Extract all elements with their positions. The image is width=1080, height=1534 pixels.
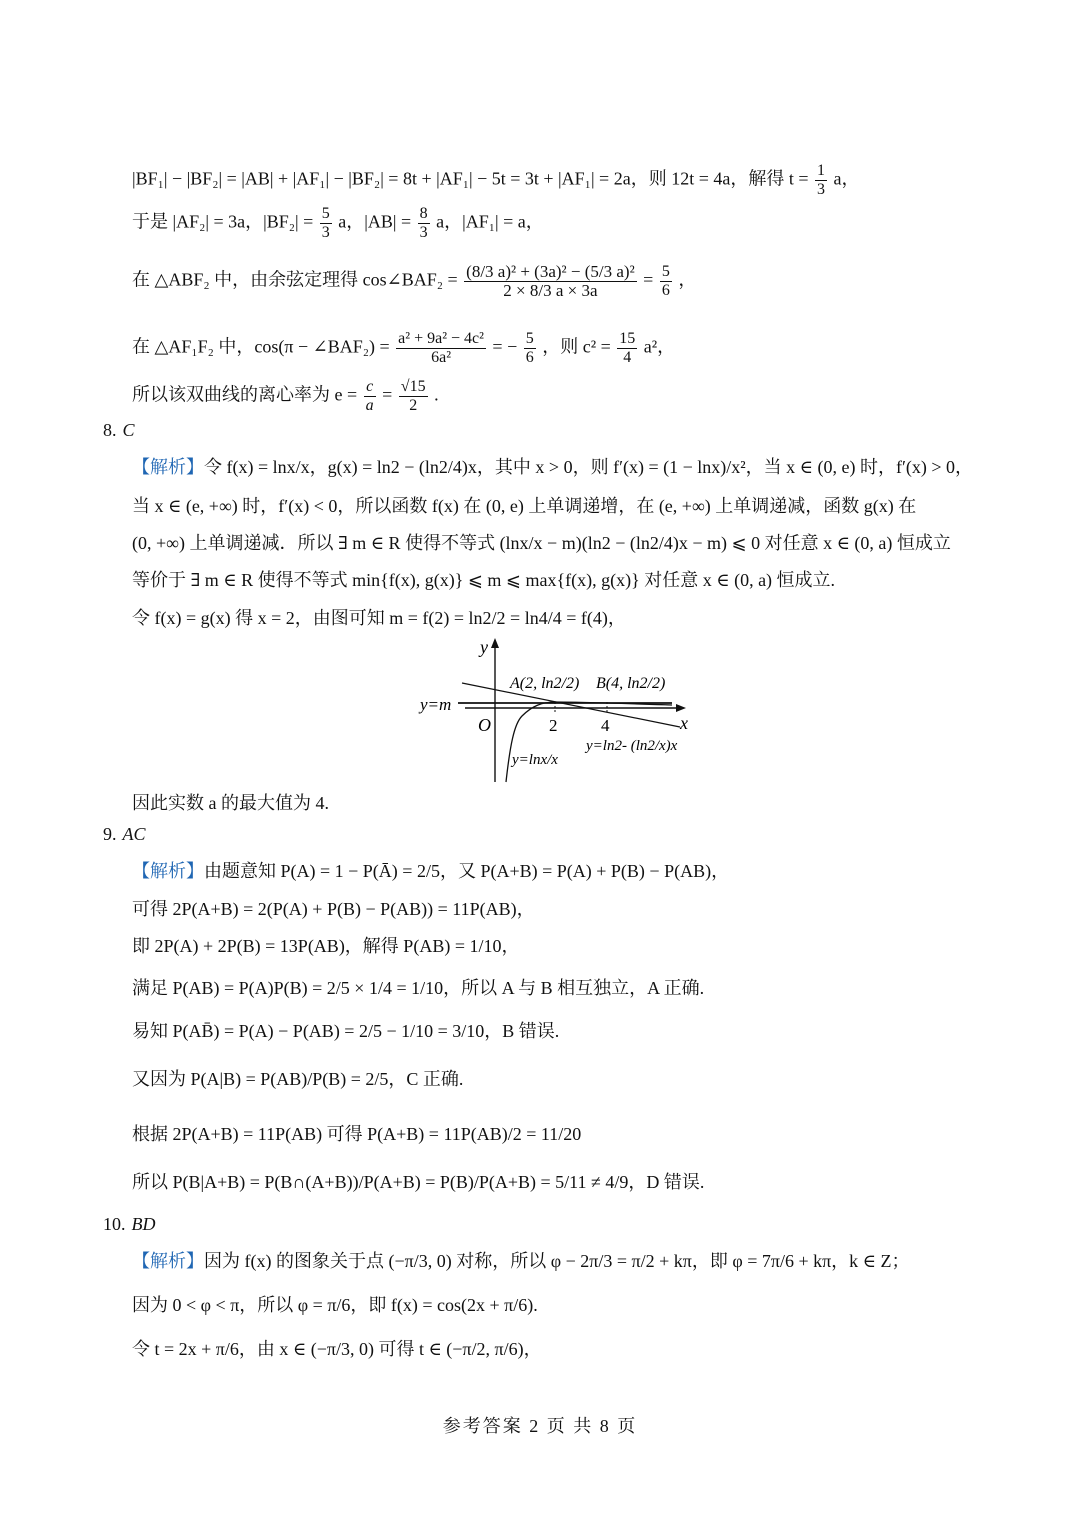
q8-answer: C bbox=[122, 420, 135, 440]
q9-number bbox=[103, 822, 146, 846]
tick-2-label: 2 bbox=[549, 716, 558, 735]
curve-f-label: y=lnx/x bbox=[512, 752, 558, 768]
fraction: $\frac{5}{6}$ bbox=[525, 330, 534, 366]
line-g-label: y=ln2- (ln2/x)x bbox=[586, 738, 678, 754]
q9-line-1-text: 由题意知 P(A) = 1 − P(Ā) = 2/5，又 P(A+B) = P(A) + P(B) − P(AB)， bbox=[204, 861, 730, 881]
q8-line-1-text: 令 f(x) = lnx/x，g(x) = ln2 − (ln2/4)x，其中 x > 0，则 f′(x) = (1 − lnx)/x²，当 x ∈ (0, e) 时，f′(x) > 0， bbox=[204, 457, 974, 477]
q10-line-1 bbox=[132, 1249, 910, 1274]
q8-line-4: 等价于 ∃ m ∈ R 使得不等式 min{f(x), g(x)} ⩽ m ⩽ max{f(x), g(x)} 对任意 x ∈ (0, a) 恒成立. bbox=[132, 570, 836, 590]
fraction: $\frac{5}{3}$ bbox=[321, 205, 330, 241]
fraction: $\frac{√15}{2}$ bbox=[400, 378, 426, 414]
q8-number bbox=[103, 418, 135, 442]
q8-line-3: (0, +∞) 上单调递减．所以 ∃ m ∈ R 使得不等式 (lnx/x − m)(ln2 − (ln2/4)x − m) ⩽ 0 对任意 x ∈ (0, a) 恒成立 bbox=[132, 533, 951, 553]
fraction: $\frac{5}{6}$ bbox=[661, 263, 670, 299]
q7-line-3 bbox=[132, 263, 696, 300]
q7-line-3-end: ， bbox=[678, 269, 697, 290]
q9-answer: AC bbox=[122, 824, 146, 844]
q7-line-5-end: . bbox=[434, 384, 439, 405]
q7-line-4-text: 在 △AF₁F₂ 中，cos(π − ∠BAF₂) = bbox=[132, 336, 390, 357]
point-b-label: B(4, ln2/2) bbox=[596, 675, 666, 692]
q9-line-5: 易知 P(AB̄) = P(A) − P(AB) = 2/5 − 1/10 = 3/10，B 错误. bbox=[132, 1021, 560, 1041]
q8-number-label: 8. bbox=[103, 420, 117, 440]
q7-line-4 bbox=[132, 330, 675, 367]
point-a-label: A(2, ln2/2) bbox=[510, 675, 580, 692]
q10-line-1-text: 因为 f(x) 的图象关于点 (−π/3, 0) 对称，所以 φ − 2π/3 = π/2 + kπ，即 φ = 7π/6 + kπ，k ∈ Z； bbox=[204, 1251, 910, 1271]
q9-line-7: 根据 2P(A+B) = 11P(AB) 可得 P(A+B) = 11P(AB)/2 = 11/20 bbox=[132, 1124, 582, 1144]
equals: = bbox=[643, 269, 654, 290]
function-graph bbox=[410, 636, 700, 784]
y-axis-label: y bbox=[480, 637, 488, 657]
equals: = bbox=[382, 384, 393, 405]
q7-line-2-mid: a，|AB| = bbox=[338, 211, 412, 232]
q10-number bbox=[103, 1212, 156, 1236]
fraction: $\frac{c}{a}$ bbox=[365, 378, 374, 414]
q9-line-3: 即 2P(A) + 2P(B) = 13P(AB)，解得 P(AB) = 1/10， bbox=[132, 936, 520, 956]
x-axis-arrow bbox=[676, 704, 686, 712]
q7-line-4-end: a²， bbox=[643, 336, 676, 357]
q9-line-4: 满足 P(AB) = P(A)P(B) = 2/5 × 1/4 = 1/10，所以 A 与 B 相互独立，A 正确. bbox=[132, 978, 705, 998]
q9-line-6: 又因为 P(A|B) = P(AB)/P(B) = 2/5，C 正确. bbox=[132, 1069, 464, 1089]
x-axis-label: x bbox=[680, 713, 688, 733]
analysis-tag: 【解析】 bbox=[132, 861, 204, 882]
q10-answer: BD bbox=[131, 1214, 156, 1234]
page-footer: 参考答案 2 页 共 8 页 bbox=[442, 1416, 638, 1436]
q8-line-5: 令 f(x) = g(x) 得 x = 2，由图可知 m = f(2) = ln2/2 = ln4/4 = f(4)， bbox=[132, 608, 626, 628]
q7-line-1-end: a， bbox=[833, 168, 860, 189]
tick-4-label: 4 bbox=[601, 716, 610, 735]
cosine-fraction: $\frac{\text{(8/3 a)² + (3a)² − (5/3 a)²}}{2 \times 8/3 a \times 3a}$ bbox=[466, 262, 635, 300]
q9-line-8: 所以 P(B|A+B) = P(B∩(A+B))/P(A+B) = P(B)/P(A+B) = 5/11 ≠ 4/9，D 错误. bbox=[132, 1172, 705, 1192]
q7-line-2-text: 于是 |AF₂| = 3a，|BF₂| = bbox=[132, 211, 314, 232]
fraction: $\frac{15}{4}$ bbox=[619, 330, 636, 366]
line-m-label: y=m bbox=[420, 695, 452, 714]
y-axis-arrow bbox=[491, 638, 499, 648]
analysis-tag: 【解析】 bbox=[132, 457, 204, 478]
q7-line-1 bbox=[132, 162, 860, 199]
q7-line-5 bbox=[132, 378, 439, 415]
q7-line-5-text: 所以该双曲线的离心率为 e = bbox=[132, 384, 358, 405]
q9-number-label: 9. bbox=[103, 824, 117, 844]
q9-line-2: 可得 2P(A+B) = 2(P(A) + P(B) − P(AB)) = 11P(AB)， bbox=[132, 899, 535, 919]
fraction: $\frac{8}{3}$ bbox=[419, 205, 428, 241]
analysis-tag: 【解析】 bbox=[132, 1251, 204, 1272]
q7-line-3-text: 在 △ABF₂ 中，由余弦定理得 cos∠BAF₂ = bbox=[132, 269, 458, 290]
origin-label: O bbox=[478, 715, 491, 735]
fraction: $\frac{\text{a² + 9a² − 4c²}}{\text{6a²}}$ bbox=[398, 330, 484, 366]
q7-line-4-mid2: ，则 c² = bbox=[542, 336, 611, 357]
q7-line-2 bbox=[132, 205, 544, 242]
q10-line-2: 因为 0 < φ < π，所以 φ = π/6，即 f(x) = cos(2x + π/6). bbox=[132, 1295, 538, 1315]
q8-line-2: 当 x ∈ (e, +∞) 时，f′(x) < 0，所以函数 f(x) 在 (0, e) 上单调递增，在 (e, +∞) 上单调递减，函数 g(x) 在 bbox=[132, 496, 917, 516]
q8-line-1 bbox=[132, 455, 973, 480]
q8-line-6: 因此实数 a 的最大值为 4. bbox=[132, 793, 329, 813]
q7-line-2-end: a，|AF₁| = a， bbox=[436, 211, 544, 232]
q10-number-label: 10. bbox=[103, 1214, 126, 1234]
q7-line-1-text: |BF₁| − |BF₂| = |AB| + |AF₁| − |BF₂| = 8t + |AF₁| − 5t = 3t + |AF₁| = 2a，则 12t = 4a，解得 t = bbox=[132, 168, 809, 189]
fraction: $\frac{1}{3}$ bbox=[817, 162, 825, 198]
q9-line-1 bbox=[132, 859, 729, 884]
q10-line-3: 令 t = 2x + π/6，由 x ∈ (−π/3, 0) 可得 t ∈ (−π/2, π/6)， bbox=[132, 1339, 542, 1359]
q7-line-4-mid: = − bbox=[492, 336, 518, 357]
